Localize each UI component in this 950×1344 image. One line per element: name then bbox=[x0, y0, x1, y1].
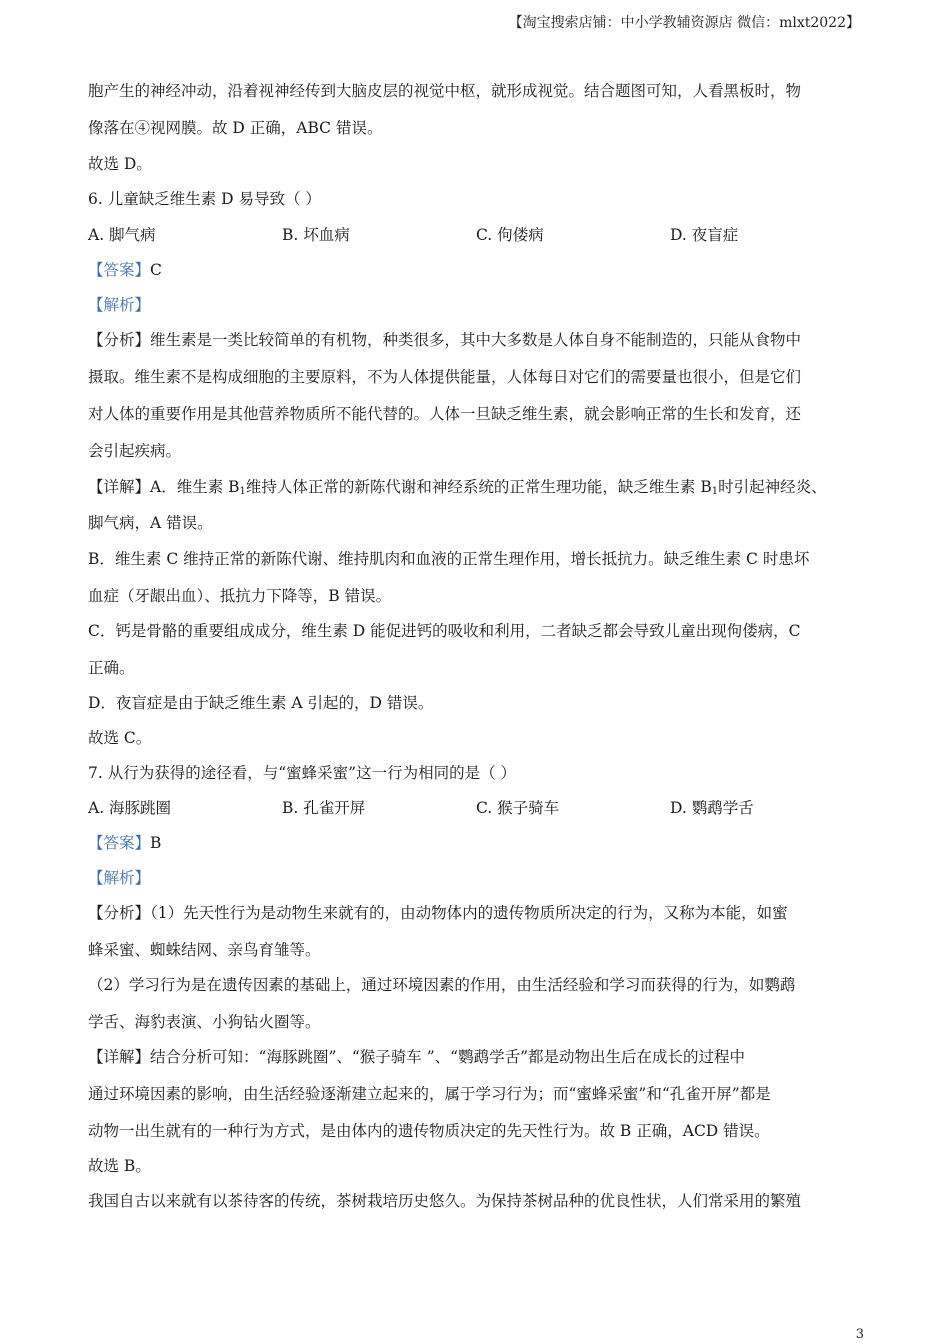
analysis-tag-label: 【解析】 bbox=[88, 296, 151, 314]
text-line: 血症（牙龈出血）、抵抗力下降等，B 错误。 bbox=[88, 587, 392, 605]
page-number: 3 bbox=[855, 1327, 864, 1342]
answer-tag: 【答案】 bbox=[88, 261, 151, 279]
answer-line bbox=[88, 832, 878, 854]
text-line: B．维生素 C 维持正常的新陈代谢、维持肌肉和血液的正常生理作用，增长抵抗力。缺乏维生素 C 时患坏 bbox=[88, 550, 810, 568]
option-a: A. 脚气病 bbox=[88, 226, 156, 244]
analysis-tag-label: 【解析】 bbox=[88, 869, 151, 887]
text-line: 像落在④视网膜。故 D 正确，ABC 错误。 bbox=[88, 119, 383, 137]
text-seg: 维持人体正常的新陈代谢和神经系统的正常生理功能，缺乏维生素 B bbox=[245, 478, 712, 496]
page-header: 【淘宝搜索店铺：中小学教辅资源店 微信：mlxt2022】 bbox=[508, 15, 860, 31]
answer-tag: 【答案】 bbox=[88, 834, 151, 852]
fenxi-line bbox=[88, 329, 878, 351]
xiangjie-line bbox=[88, 476, 878, 503]
fenxi-text: （1）先天性行为是动物生来就有的，由动物体内的遗传物质所决定的行为，又称为本能，如蜜 bbox=[150, 904, 788, 922]
question-7: 7. 从行为获得的途径看，与“蜜蜂采蜜”这一行为相同的是（ ） bbox=[88, 764, 516, 782]
xiangjie-tag: 【详解】 bbox=[88, 1048, 151, 1066]
conclusion-line: 故选 C。 bbox=[88, 729, 152, 747]
conclusion-line: 故选 B。 bbox=[88, 1157, 151, 1175]
text-seg: A．维生素 B bbox=[150, 478, 240, 496]
option-c: C. 猴子骑车 bbox=[476, 799, 560, 817]
xiangjie-text: 结合分析可知：“海豚跳圈”、“猴子骑车 ”、“鹦鹉学舌”都是动物出生后在成长的过程中 bbox=[150, 1048, 745, 1066]
conclusion-line: 故选 D。 bbox=[88, 155, 152, 173]
answer-line bbox=[88, 259, 878, 281]
option-d: D. 鹦鹉学舌 bbox=[670, 799, 754, 817]
text-line: C．钙是骨骼的重要组成成分，维生素 D 能促进钙的吸收和利用，二者缺乏都会导致儿童出现佝偻病，C bbox=[88, 622, 801, 640]
option-b: B. 坏血病 bbox=[282, 226, 350, 244]
xiangjie-line bbox=[88, 1046, 878, 1068]
fenxi-text: 维生素是一类比较简单的有机物，种类很多，其中大多数是人体自身不能制造的，只能从食物中 bbox=[150, 331, 802, 349]
fenxi-tag: 【分析】 bbox=[88, 331, 151, 349]
answer-value: B bbox=[150, 834, 162, 852]
text-line: 摄取。维生素不是构成细胞的主要原料，不为人体提供能量，人体每日对它们的需要量也很小，但是它们 bbox=[88, 368, 802, 386]
question-6: 6. 儿童缺乏维生素 D 易导致（ ） bbox=[88, 190, 321, 208]
fenxi-line bbox=[88, 902, 878, 924]
text-line: 胞产生的神经冲动，沿着视神经传到大脑皮层的视觉中枢，就形成视觉。结合题图可知，人看黑板时，物 bbox=[88, 82, 802, 100]
answer-value: C bbox=[150, 261, 162, 279]
option-c: C. 佝偻病 bbox=[476, 226, 544, 244]
text-line: 正确。 bbox=[88, 659, 135, 677]
subscript: 1 bbox=[711, 486, 719, 497]
fenxi-tag: 【分析】 bbox=[88, 904, 151, 922]
text-line: 对人体的重要作用是其他营养物质所不能代替的。人体一旦缺乏维生素，就会影响正常的生长和发育，还 bbox=[88, 405, 802, 423]
option-d: D. 夜盲症 bbox=[670, 226, 739, 244]
text-line: D．夜盲症是由于缺乏维生素 A 引起的，D 错误。 bbox=[88, 694, 434, 712]
option-a: A. 海豚跳圈 bbox=[88, 799, 172, 817]
option-b: B. 孔雀开屏 bbox=[282, 799, 366, 817]
text-line: 蜂采蜜、蜘蛛结网、亲鸟育雏等。 bbox=[88, 941, 321, 959]
text-line: 学舌、海豹表演、小狗钻火圈等。 bbox=[88, 1013, 321, 1031]
text-line: 脚气病，A 错误。 bbox=[88, 514, 213, 532]
text-line: 会引起疾病。 bbox=[88, 442, 182, 460]
analysis-tag bbox=[88, 867, 878, 889]
xiangjie-tag: 【详解】 bbox=[88, 478, 151, 496]
text-line: 动物一出生就有的一种行为方式，是由体内的遗传物质决定的先天性行为。故 B 正确，ACD 错误。 bbox=[88, 1122, 770, 1140]
text-line: （2）学习行为是在遗传因素的基础上，通过环境因素的作用，由生活经验和学习而获得的行为，如鹦鹉 bbox=[88, 976, 796, 994]
text-seg: 时引起神经炎、 bbox=[718, 478, 827, 496]
text-line: 通过环境因素的影响，由生活经验逐渐建立起来的，属于学习行为；而“蜜蜂采蜜”和“孔雀开屏”都是 bbox=[88, 1085, 771, 1103]
text-line: 我国自古以来就有以茶待客的传统，茶树栽培历史悠久。为保持茶树品种的优良性状，人们常采用的繁殖 bbox=[88, 1192, 802, 1210]
analysis-tag bbox=[88, 294, 878, 316]
subscript: 1 bbox=[239, 486, 246, 497]
